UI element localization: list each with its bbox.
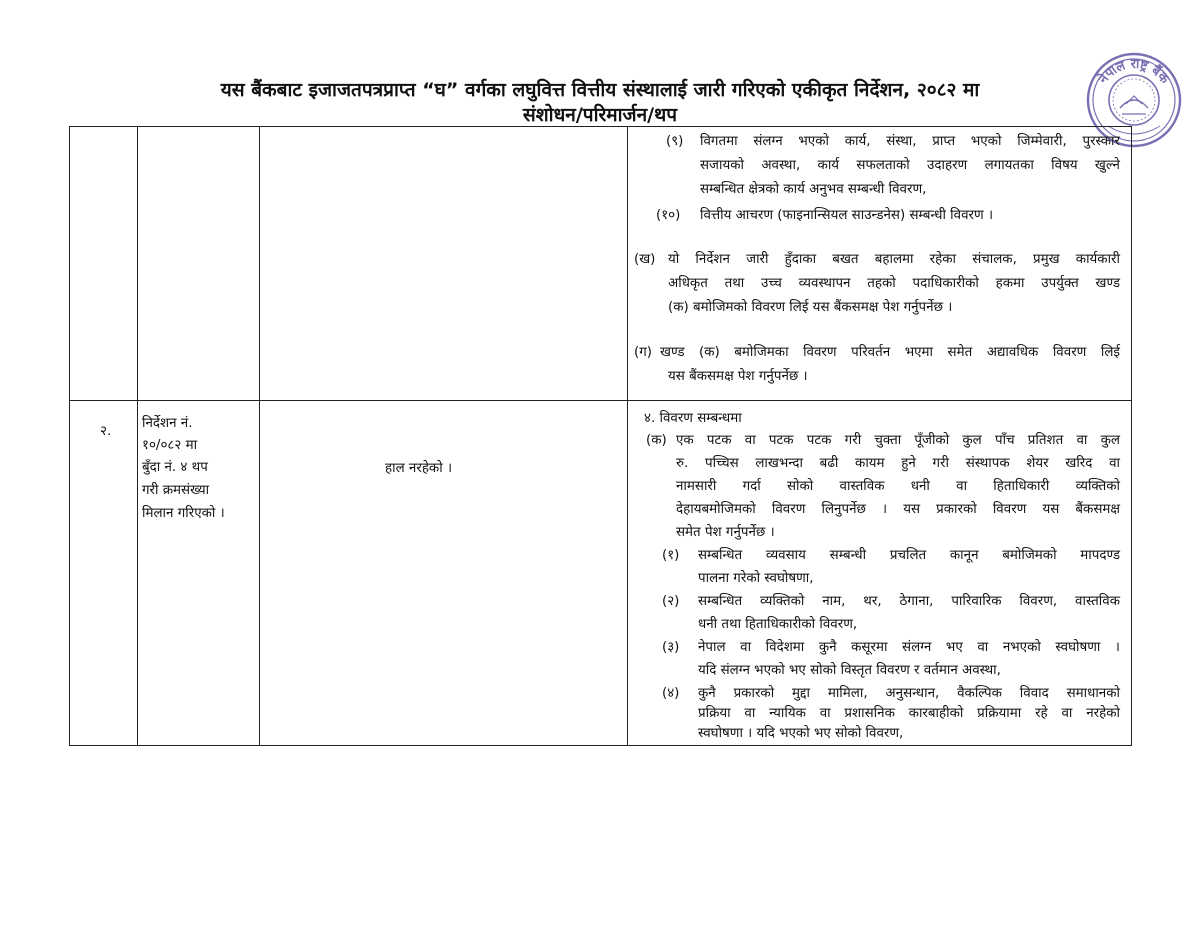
- row2-item-line: नेपाल वा विदेशमा कुनै कसूरमा संलग्न भए वा नभएको स्वघोषणा ।: [698, 640, 1120, 655]
- item-marker: (१): [662, 548, 680, 563]
- row2-item-line: सम्बन्धित व्यवसाय सम्बन्धी प्रचलित कानून बमोजिमको मापदण्ड: [698, 548, 1120, 563]
- item-marker: (क): [646, 433, 667, 448]
- document-subtitle: संशोधन/परिमार्जन/थप: [522, 104, 678, 126]
- row2-item-line: प्रक्रिया वा न्यायिक वा प्रशासनिक कारबाहीको प्रक्रियामा रहे वा नरहेको: [698, 706, 1120, 721]
- item-marker: (ख): [634, 252, 656, 267]
- table-border-top: [69, 126, 1132, 127]
- item-marker: (९): [666, 134, 684, 149]
- row1-item9-line: विगतमा संलग्न भएको कार्य, संस्था, प्राप्त भएको जिम्मेवारी, पुरस्कार: [700, 134, 1120, 149]
- table-border-left: [69, 126, 70, 746]
- row1-item10-text: वित्तीय आचरण (फाइनान्सियल साउन्डनेस) सम्बन्धी विवरण ।: [700, 208, 994, 223]
- section-heading: ४. विवरण सम्बन्धमा: [644, 411, 742, 426]
- row2-item-line: कुनै प्रकारको मुद्दा मामिला, अनुसन्धान, वैकल्पिक विवाद समाधानको: [698, 686, 1120, 701]
- table-border-right: [1131, 126, 1132, 746]
- table-column-divider: [137, 126, 138, 746]
- row1-ga-line: यस बैंकसमक्ष पेश गर्नुपर्नेछ ।: [668, 369, 808, 384]
- table-column-divider: [259, 126, 260, 746]
- reference-line: गरी क्रमसंख्या: [142, 483, 210, 498]
- row2-ka-line: समेत पेश गर्नुपर्नेछ ।: [676, 525, 775, 540]
- row1-kha-line: (क) बमोजिमको विवरण लिई यस बैंकसमक्ष पेश गर्नुपर्नेछ ।: [668, 300, 953, 315]
- row1-item9-line: सम्बन्धित क्षेत्रको कार्य अनुभव सम्बन्धी विवरण,: [700, 182, 927, 197]
- row2-item-line: सम्बन्धित व्यक्तिको नाम, थर, ठेगाना, पारिवारिक विवरण, वास्तविक: [698, 594, 1120, 609]
- table-row-divider: [69, 400, 1132, 401]
- item-marker: (ग): [634, 345, 652, 360]
- current-provision: हाल नरहेको ।: [385, 461, 453, 476]
- item-marker: (२): [662, 594, 680, 609]
- row2-ka-line: नामसारी गर्दा सोको वास्तविक धनी वा हिताधिकारी व्यक्तिको: [676, 479, 1120, 494]
- row1-kha-line: यो निर्देशन जारी हुँदाका बखत बहालमा रहेका संचालक, प्रमुख कार्यकारी: [668, 252, 1120, 267]
- reference-line: निर्देशन नं.: [142, 416, 193, 431]
- row2-item-line: धनी तथा हिताधिकारीको विवरण,: [698, 617, 858, 632]
- row1-ga-line: खण्ड (क) बमोजिमका विवरण परिवर्तन भएमा समेत अद्यावधिक विवरण लिई: [660, 345, 1120, 360]
- seal-text: नेपाल राष्ट्र बैंक: [1096, 56, 1172, 87]
- serial-number: २.: [100, 424, 112, 439]
- reference-line: मिलान गरिएको ।: [142, 506, 225, 521]
- item-marker: (३): [662, 640, 680, 655]
- row2-ka-line: देहायबमोजिमको विवरण लिनुपर्नेछ । यस प्रकारको विवरण यस बैंकसमक्ष: [676, 502, 1120, 517]
- row2-item-line: यदि संलग्न भएको भए सोको विस्तृत विवरण र वर्तमान अवस्था,: [698, 663, 1001, 678]
- item-marker: (४): [662, 686, 680, 701]
- reference-line: १०/०८२ मा: [142, 438, 198, 453]
- item-marker: (१०): [656, 208, 681, 223]
- row1-item9-line: सजायको अवस्था, कार्य सफलताको उदाहरण लगायतका विषय खुल्ने: [700, 158, 1120, 173]
- row2-ka-line: रु. पच्चिस लाखभन्दा बढी कायम हुने गरी संस्थापक शेयर खरिद वा: [676, 456, 1120, 471]
- row1-kha-line: अधिकृत तथा उच्च व्यवस्थापन तहको पदाधिकारीको हकमा उपर्युक्त खण्ड: [668, 276, 1120, 291]
- row2-item-line: पालना गरेको स्वघोषणा,: [698, 571, 814, 586]
- row2-ka-line: एक पटक वा पटक पटक गरी चुक्ता पूँजीको कुल पाँच प्रतिशत वा कुल: [676, 433, 1120, 448]
- reference-line: बुँदा नं. ४ थप: [142, 460, 208, 475]
- row2-item-line: स्वघोषणा । यदि भएको भए सोको विवरण,: [698, 726, 904, 741]
- document-title: यस बैंकबाट इजाजतपत्रप्राप्त “घ” वर्गका लघुवित्त वित्तीय संस्थालाई जारी गरिएको एकीकृत निर्देशन, २०८२ मा: [220, 79, 980, 101]
- table-column-divider: [627, 126, 628, 746]
